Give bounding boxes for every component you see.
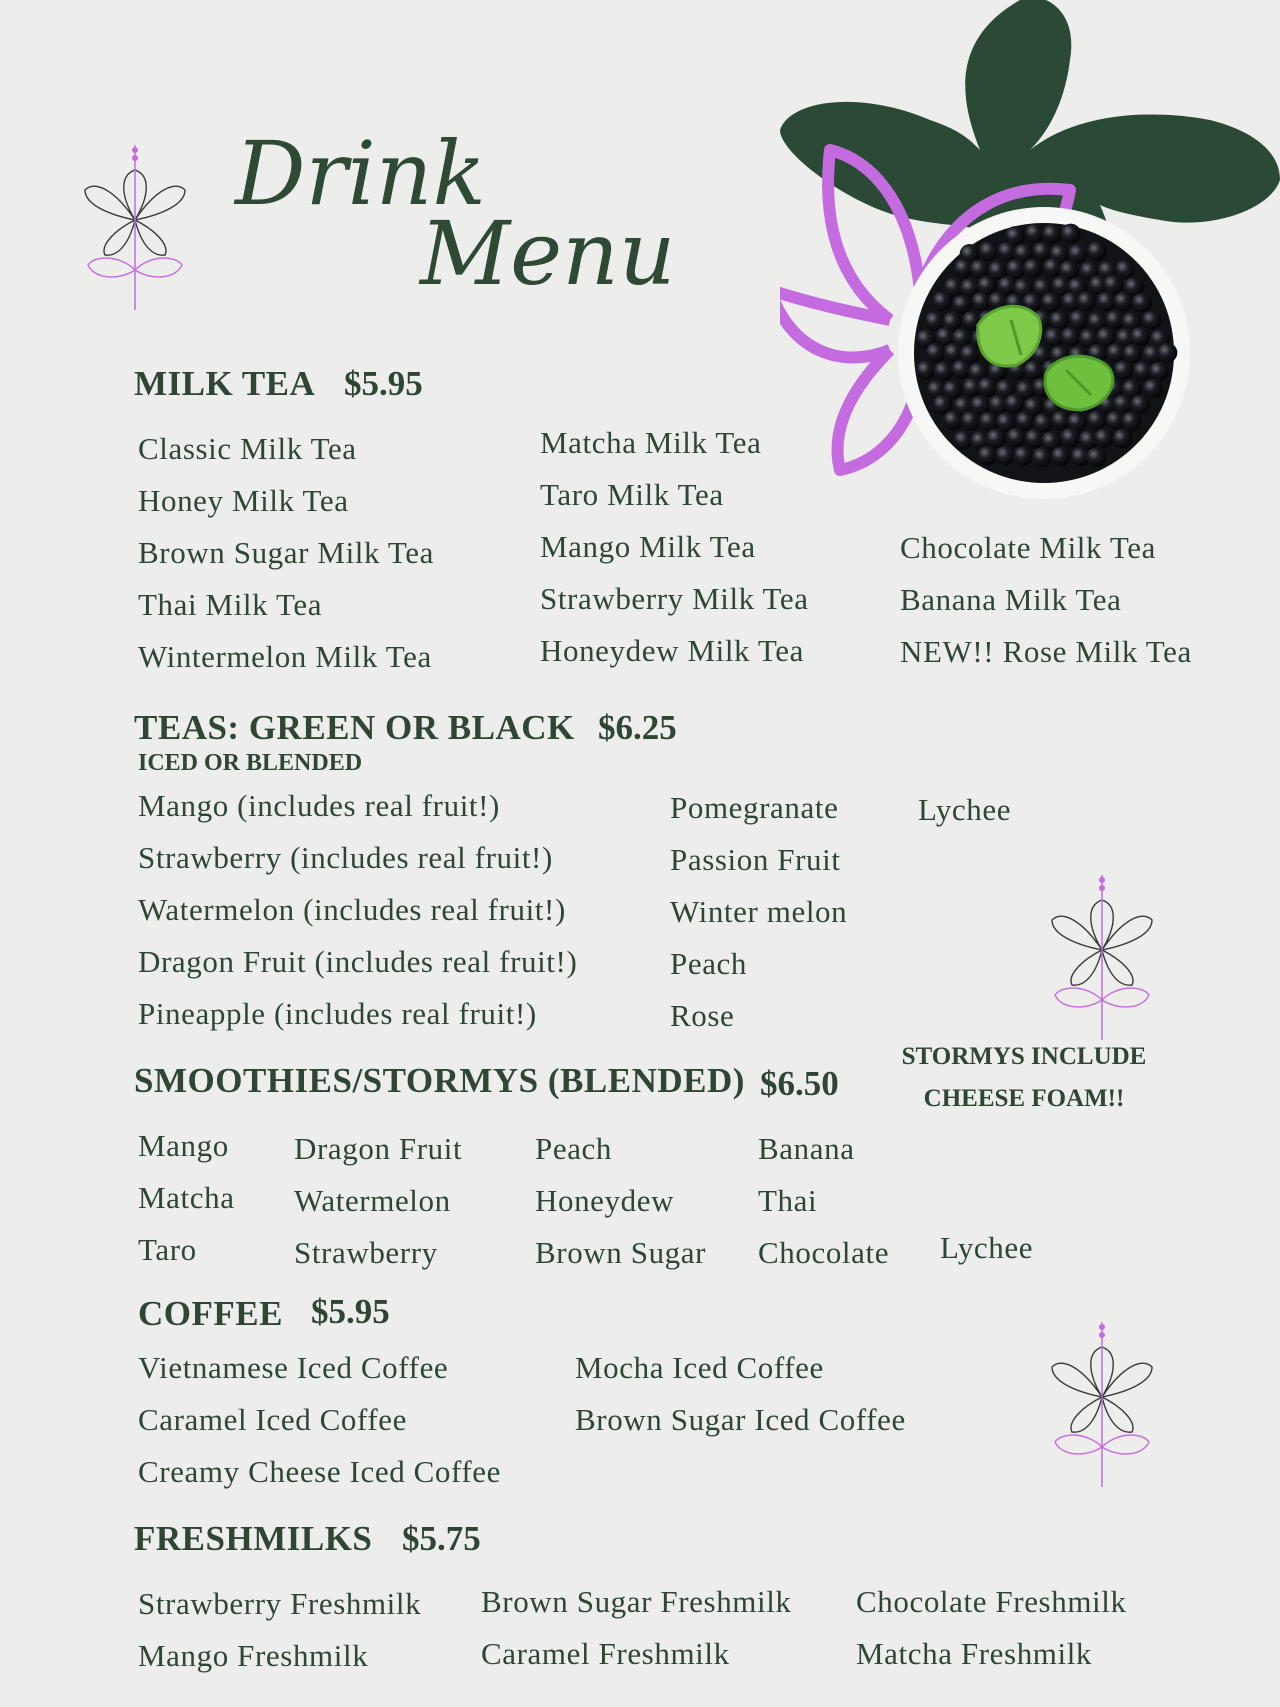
coffee-col2	[575, 1342, 906, 1446]
menu-item: Banana Milk Tea	[900, 582, 1122, 617]
boba-bowl-image	[896, 205, 1192, 501]
menu-item: Brown Sugar	[535, 1235, 707, 1270]
stormys-note-line1: STORMYS INCLUDE	[901, 1043, 1147, 1070]
teas-col1	[138, 780, 577, 1040]
menu-item: Peach	[670, 946, 748, 981]
section-header-coffee: COFFEE	[138, 1294, 283, 1333]
menu-item: Dragon Fruit	[294, 1131, 463, 1166]
menu-item: Rose	[670, 998, 735, 1033]
menu-item: Winter melon	[670, 894, 848, 929]
menu-item: Honeydew	[535, 1183, 675, 1218]
stormys-note-line2: CHEESE FOAM!!	[923, 1085, 1125, 1112]
section-header-smoothies: SMOOTHIES/STORMYS (BLENDED)	[134, 1061, 745, 1100]
hibiscus-icon	[1047, 1322, 1157, 1487]
hibiscus-icon	[1047, 875, 1157, 1040]
menu-item: Brown Sugar Freshmilk	[481, 1584, 792, 1619]
price-coffee: $5.95	[311, 1292, 390, 1331]
smoothies-col2	[294, 1123, 462, 1279]
menu-item: Dragon Fruit (includes real fruit!)	[138, 944, 578, 979]
menu-item: Brown Sugar Iced Coffee	[575, 1402, 906, 1437]
menu-item: Caramel Iced Coffee	[138, 1402, 408, 1437]
smoothies-col5	[940, 1222, 1033, 1274]
price-freshmilks: $5.75	[402, 1519, 481, 1558]
menu-item: Brown Sugar Milk Tea	[138, 535, 434, 570]
teas-col3	[918, 784, 1011, 836]
coffee-col1	[138, 1342, 501, 1498]
section-header-freshmilks: FRESHMILKS	[134, 1519, 373, 1558]
menu-item: Caramel Freshmilk	[481, 1636, 730, 1671]
menu-item: Mango (includes real fruit!)	[138, 788, 500, 823]
hibiscus-icon	[80, 145, 190, 310]
menu-item: Creamy Cheese Iced Coffee	[138, 1454, 502, 1489]
milk-tea-col2	[540, 417, 809, 677]
smoothies-col4	[758, 1123, 889, 1279]
price-milk-tea: $5.95	[344, 364, 423, 403]
menu-item: Mango Milk Tea	[540, 529, 756, 564]
title-menu: Menu	[420, 202, 676, 305]
menu-item: Matcha	[138, 1180, 235, 1215]
freshmilks-col1	[138, 1578, 421, 1682]
menu-item: Strawberry (includes real fruit!)	[138, 840, 553, 875]
menu-item: Watermelon	[294, 1183, 451, 1218]
menu-item: Chocolate Milk Tea	[900, 530, 1156, 565]
freshmilks-col3	[856, 1576, 1127, 1680]
menu-item: Pineapple (includes real fruit!)	[138, 996, 537, 1031]
menu-item: Wintermelon Milk Tea	[138, 639, 432, 674]
price-smoothies: $6.50	[760, 1064, 839, 1103]
menu-item: Vietnamese Iced Coffee	[138, 1350, 449, 1385]
menu-item: Strawberry Milk Tea	[540, 581, 809, 616]
menu-item: Honey Milk Tea	[138, 483, 349, 518]
menu-item: Passion Fruit	[670, 842, 841, 877]
freshmilks-col2	[481, 1576, 792, 1680]
menu-item: Pomegranate	[670, 790, 839, 825]
menu-item: Watermelon (includes real fruit!)	[138, 892, 566, 927]
smoothies-col3	[535, 1123, 706, 1279]
stormys-note	[888, 1036, 1160, 1120]
menu-item: Strawberry Freshmilk	[138, 1586, 422, 1621]
menu-item: Matcha Freshmilk	[856, 1636, 1093, 1671]
menu-item: Strawberry	[294, 1235, 438, 1270]
section-header-teas: TEAS: GREEN OR BLACK	[134, 708, 575, 747]
menu-item: Matcha Milk Tea	[540, 425, 762, 460]
menu-item: Lychee	[918, 792, 1012, 827]
smoothies-col1	[138, 1120, 235, 1276]
menu-item: Mango Freshmilk	[138, 1638, 369, 1673]
menu-item: Banana	[758, 1131, 855, 1166]
section-header-milk-tea: MILK TEA	[134, 364, 316, 403]
menu-item: Thai Milk Tea	[138, 587, 323, 622]
title-drink: Drink	[235, 122, 486, 225]
menu-item: Chocolate	[758, 1235, 890, 1270]
menu-item: Lychee	[940, 1230, 1034, 1265]
menu-item: Mango	[138, 1128, 229, 1163]
menu-item: Mocha Iced Coffee	[575, 1350, 824, 1385]
menu-item: Chocolate Freshmilk	[856, 1584, 1127, 1619]
menu-item: NEW!! Rose Milk Tea	[900, 634, 1192, 669]
price-teas: $6.25	[598, 708, 677, 747]
menu-item: Classic Milk Tea	[138, 431, 357, 466]
menu-item: Taro	[138, 1232, 197, 1267]
menu-item: Thai	[758, 1183, 818, 1218]
menu-item: Taro Milk Tea	[540, 477, 724, 512]
milk-tea-col1	[138, 423, 434, 683]
teas-col2	[670, 782, 847, 1042]
menu-item: Peach	[535, 1131, 613, 1166]
milk-tea-col3	[900, 522, 1192, 678]
teas-subheader: ICED OR BLENDED	[138, 750, 363, 776]
menu-item: Honeydew Milk Tea	[540, 633, 805, 668]
